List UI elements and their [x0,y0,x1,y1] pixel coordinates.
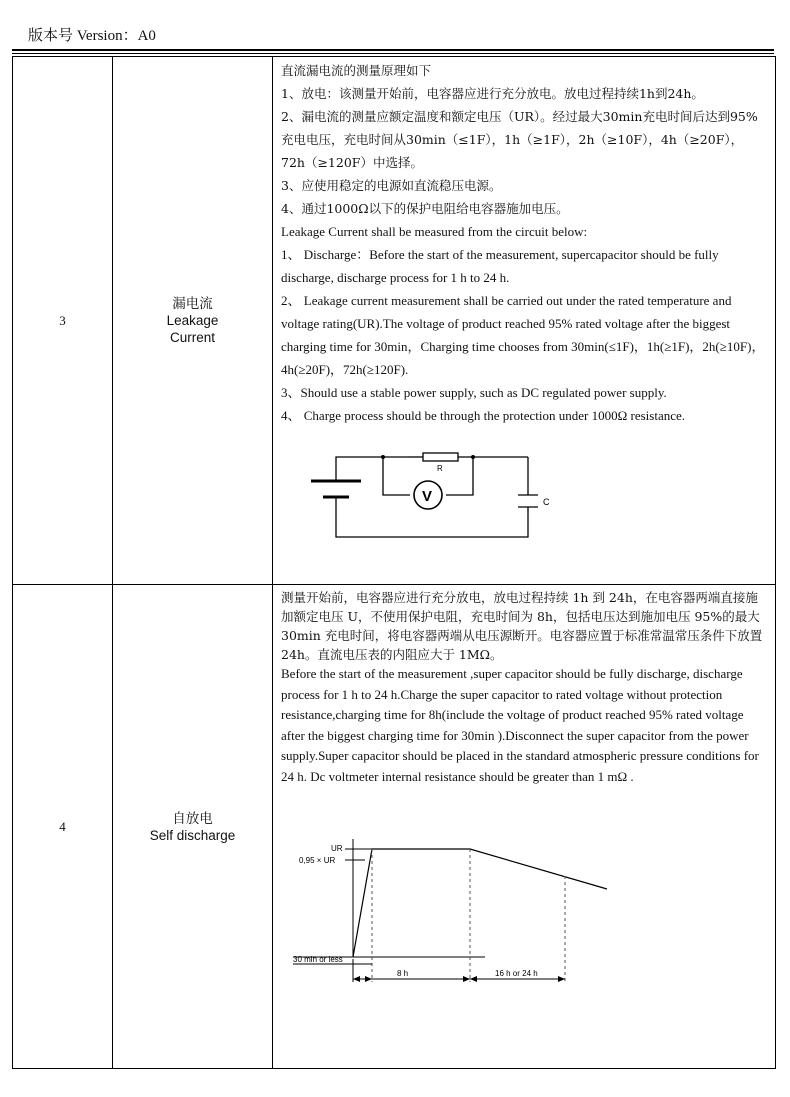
zh-step-3: 3、应使用稳定的电源如直流稳压电源。 [281,178,502,193]
item-name-en-line2: Current [169,330,215,345]
95-percent-label: 0,95 × UR [299,856,336,865]
voltmeter-wire [383,457,410,495]
header-rule-thin [12,53,774,54]
16h-label: 16 h or 24 h [495,969,538,978]
table-row-leakage-current [13,57,776,585]
en-step-2: 2、 Leakage current measurement shall be carried out under the rated temperature and voltage rating(UR).The voltage of product reached 95% rated voltage after the biggest charging time for 30min，Charging time chooses from 30min(≤1F)，1h(≥1F)，2h(≥10F)，4h(≥20F)，72h(≥120F). [281,293,765,377]
wire [336,457,408,481]
resistor-symbol [423,453,458,461]
en-step-3: 3、Should use a stable power supply, such as DC regulated power supply. [281,385,667,400]
item-name-cn: 自放电 [172,810,213,826]
test-description [273,585,776,1069]
voltmeter-wire [446,457,473,495]
en-description: Before the start of the measurement ,super capacitor should be fully discharge, discharge process for 1 h to 24 h.Charge the super capacitor to rated voltage without protection resistance,charging time for 8h(include the voltage of product reached 95% rated voltage after the biggest charging time for 30min ).Disconnect the super capacitor from the power supply.Super capacitor should be placed in the standard atmospheric pressure conditions for 24 h. Dc voltmeter internal resistance should be greater than 1 mΩ . [281,666,759,784]
junction-dot [381,455,385,459]
table-row-self-discharge [13,585,776,1069]
capacitor-label: C [543,497,550,507]
zh-step-1: 1、放电：该测量开始前，电容器应进行充分放电。放电过程持续1h到24h。 [281,86,704,101]
leakage-circuit-diagram [303,437,563,547]
self-discharge-voltage-graph [285,829,615,989]
row-number: 3 [13,57,113,585]
en-step-1: 1、 Discharge：Before the start of the measurement, supercapacitor should be fully discharge, discharge process for 1 h to 24 h. [281,247,719,285]
zh-description: 测量开始前，电容器应进行充分放电，放电过程持续 1h 到 24h，在电容器两端直接施加额定电压 U，不使用保护电阻，充电时间为 8h，包括电压达到施加电压 95%的最大 30min 充电时间，将电容器两端从电压源断开。电容器应置于标准常温常压条件下放置 24h。直流电压表的内阻应大于 1MΩ。 [281,590,763,662]
30min-label: 30 min or less [293,955,343,964]
junction-dot [471,455,475,459]
test-item-name [113,585,273,1069]
en-intro: Leakage Current shall be measured from the circuit below: [281,224,588,239]
resistor-label: R [437,464,443,473]
header-rule-thick [12,49,774,51]
version-label: 版本号 Version：A0 [28,28,156,44]
voltage-curve [353,849,607,957]
item-name-en-line1: Leakage [166,313,219,328]
row-number: 4 [13,585,113,1069]
ur-label: UR [331,844,343,853]
spec-table [12,56,776,1069]
item-name-en: Self discharge [149,827,236,843]
zh-step-4: 4、通过1000Ω以下的保护电阻给电容器施加电压。 [281,201,569,216]
zh-step-2: 2、漏电流的测量应额定温度和额定电压（UR）。经过最大30min充电时间后达到95%充电电压，充电时间从30min（≤1F），1h（≥1F），2h（≥10F），4h（≥20F），72h（≥120F）中选择。 [281,109,758,170]
8h-label: 8 h [397,969,409,978]
test-item-name [113,57,273,585]
zh-intro: 直流漏电流的测量原理如下 [281,63,432,78]
item-name-cn: 漏电流 [172,296,213,311]
document-header [28,27,773,49]
voltmeter-label: V [422,488,433,505]
en-step-4: 4、 Charge process should be through the protection under 1000Ω resistance. [281,408,686,423]
test-description [273,57,776,585]
